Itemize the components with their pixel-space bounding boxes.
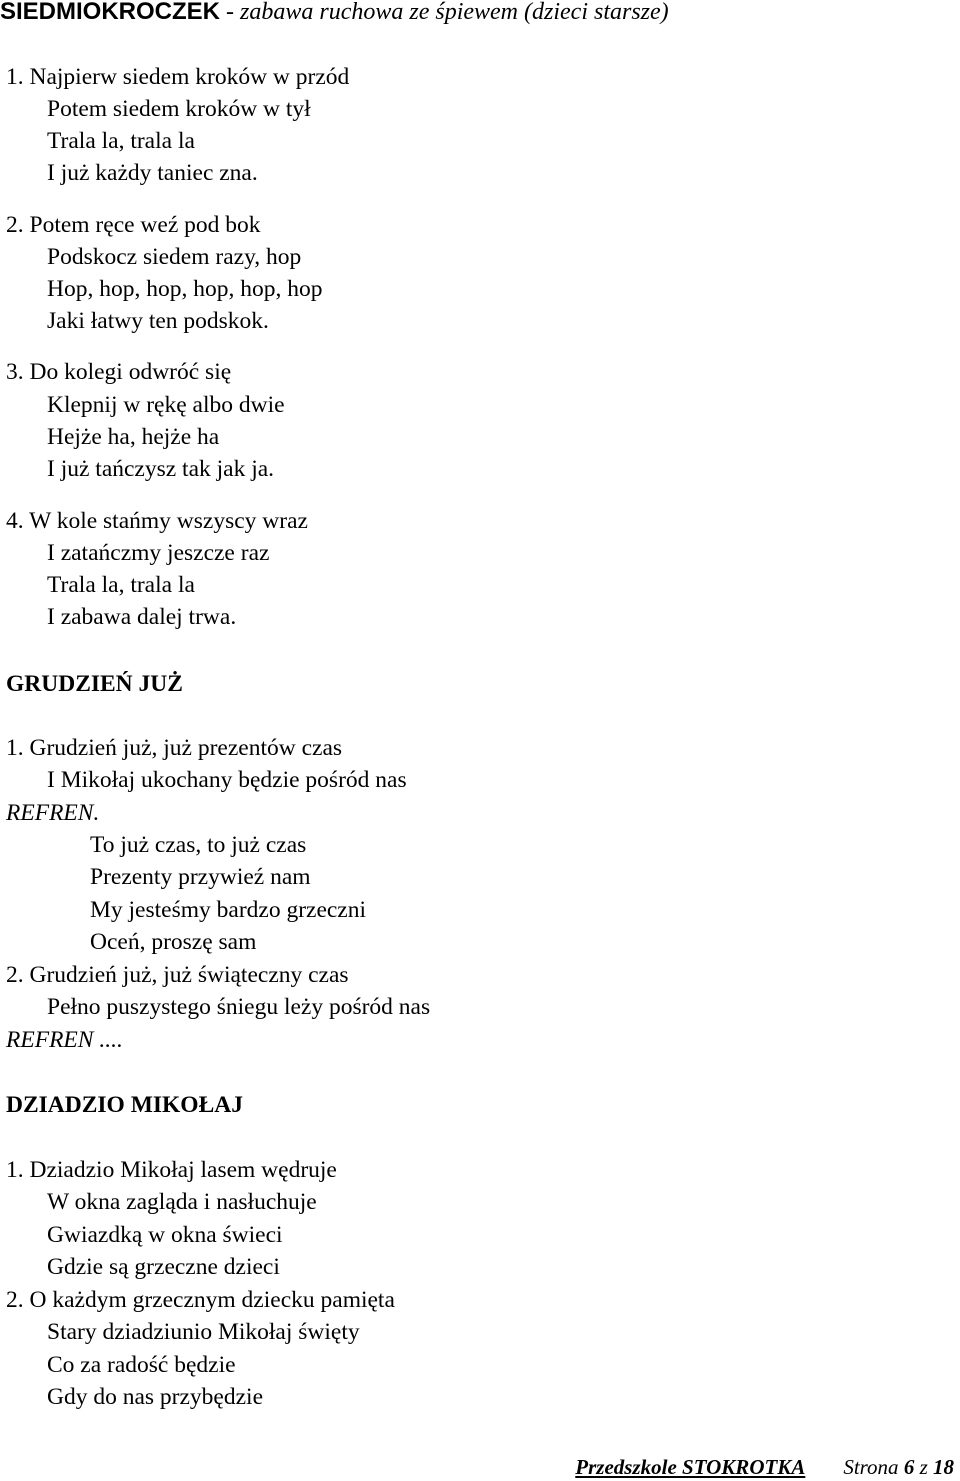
refrain-line: Prezenty przywieź nam (90, 864, 311, 890)
page-word: Strona (843, 1455, 899, 1479)
verse-line: 1. Grudzień już, już prezentów czas (6, 735, 343, 761)
verse-line: I zabawa dalej trwa. (47, 604, 237, 630)
verse-line: I zatańczmy jeszcze raz (47, 540, 270, 566)
refrain-label: REFREN. (6, 800, 100, 826)
verse-line: 1. Dziadzio Mikołaj lasem wędruje (6, 1157, 337, 1183)
song-title: SIEDMIOKROCZEK (0, 0, 221, 25)
verse-line: Trala la, trala la (47, 128, 195, 154)
verse-line: 4. W kole stańmy wszyscy wraz (6, 508, 308, 534)
verse-line: Gdzie są grzeczne dzieci (47, 1254, 280, 1280)
song-heading-siedmiokroczek (0, 0, 669, 27)
verse-line: Trala la, trala la (47, 572, 195, 598)
verse-line: Stary dziadziunio Mikołaj święty (47, 1319, 360, 1345)
verse-line: Gdy do nas przybędzie (47, 1384, 263, 1410)
verse-line: I Mikołaj ukochany będzie pośród nas (47, 767, 407, 793)
song-title-grudzien-juz: GRUDZIEŃ JUŻ (6, 671, 183, 697)
footer-page-indicator (843, 1455, 954, 1479)
footer-school-name: Przedszkole STOKROTKA (575, 1455, 806, 1479)
verse-line: Potem siedem kroków w tył (47, 96, 311, 122)
verse-line: 2. Potem ręce weź pod bok (6, 212, 261, 238)
song-title-dziadzio-mikolaj: DZIADZIO MIKOŁAJ (6, 1092, 243, 1118)
verse-line: Klepnij w rękę albo dwie (47, 392, 285, 418)
page-total: 18 (933, 1455, 954, 1479)
page-number: 6 (903, 1455, 915, 1479)
verse-line: W okna zagląda i nasłuchuje (47, 1189, 317, 1215)
page-of: z (919, 1455, 928, 1479)
verse-line: 2. Grudzień już, już świąteczny czas (6, 962, 349, 988)
verse-line: I już każdy taniec zna. (47, 160, 258, 186)
refrain-line: To już czas, to już czas (90, 832, 307, 858)
verse-line: 1. Najpierw siedem kroków w przód (6, 64, 350, 90)
verse-line: Co za radość będzie (47, 1352, 236, 1378)
page-footer (575, 1453, 954, 1481)
song-subtitle: zabawa ruchowa ze śpiewem (dzieci starsze) (240, 0, 669, 25)
refrain-label: REFREN .... (6, 1027, 123, 1053)
heading-separator: - (220, 0, 241, 25)
verse-line: Hejże ha, hejże ha (47, 424, 220, 450)
verse-line: 2. O każdym grzecznym dziecku pamięta (6, 1287, 395, 1313)
verse-line: Podskocz siedem razy, hop (47, 244, 302, 270)
verse-line: Hop, hop, hop, hop, hop, hop (47, 276, 323, 302)
verse-line: Gwiazdką w okna świeci (47, 1222, 283, 1248)
verse-line: 3. Do kolegi odwróć się (6, 359, 232, 385)
refrain-line: My jesteśmy bardzo grzeczni (90, 897, 367, 923)
verse-line: Pełno puszystego śniegu leży pośród nas (47, 994, 431, 1020)
refrain-line: Oceń, proszę sam (90, 929, 257, 955)
verse-line: Jaki łatwy ten podskok. (47, 308, 269, 334)
verse-line: I już tańczysz tak jak ja. (47, 456, 275, 482)
